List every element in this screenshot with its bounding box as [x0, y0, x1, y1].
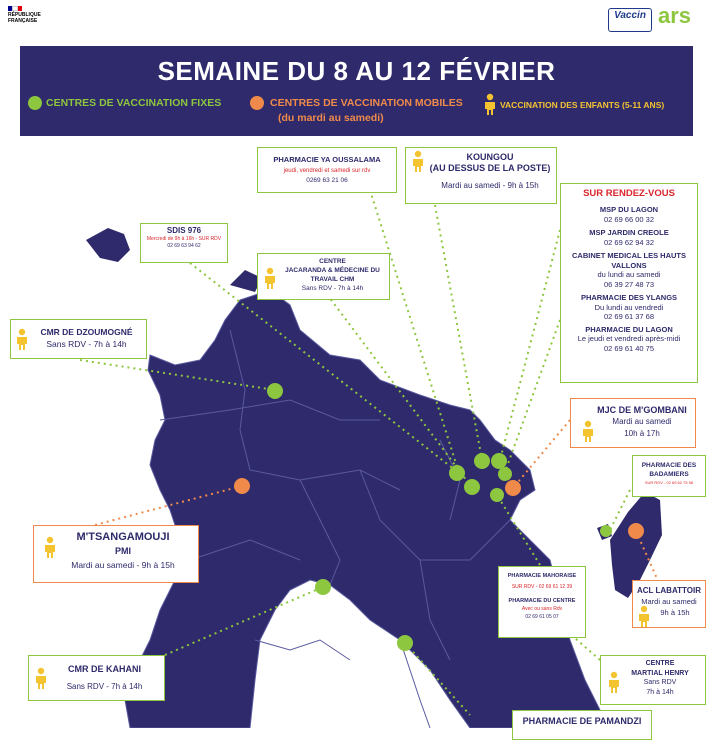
badamiers-note: SUR RDV - 02 69 62 75 58 — [644, 480, 694, 485]
mahoraise-note: SUR RDV - 02 69 61 12 39 — [511, 584, 573, 590]
legend-mobile-sub: (du mardi au samedi) — [278, 112, 384, 124]
ya-oussalama-phone: 0269 63 21 06 — [306, 177, 348, 184]
dot-centre — [464, 479, 480, 495]
grande-terre-island — [125, 290, 610, 728]
mtsangamouji-name: M'TSANGAMOUJI — [76, 531, 170, 543]
child-icon-koungou — [410, 150, 426, 172]
legend-mobile-label: CENTRES DE VACCINATION MOBILES — [270, 97, 463, 109]
jacaranda-line2: JACARANDA & MÉDECINE DU TRAVAIL CHM — [285, 267, 380, 283]
labattoir-days: Mardi au samedi — [641, 597, 697, 606]
child-icon-martial-henry — [606, 671, 622, 693]
child-icon-dzoumogne — [14, 328, 30, 350]
martial-henry-line1: CENTRE — [645, 660, 675, 667]
centre-note: Avec ou sans Rdv — [521, 606, 563, 612]
sdis-phone: 02 69 63 94 62 — [167, 243, 201, 249]
dot-mtsangamouji — [234, 478, 250, 494]
dot-mgombani — [505, 480, 521, 496]
rdv-ylangs-hours: Du lundi au vendredi — [594, 302, 664, 312]
child-icon-mgombani — [580, 420, 596, 442]
mahoraise-name: PHARMACIE MAHORAISE — [507, 573, 577, 579]
rdv-cabinet-phone: 06 39 27 48 73 — [603, 279, 655, 289]
box-sdis — [140, 223, 228, 263]
box-cmr-dzoumogne — [10, 319, 147, 359]
dot-koungou — [474, 453, 490, 469]
martial-henry-hours2: 7h à 14h — [646, 688, 674, 696]
pamandzi-name: PHARMACIE DE PAMANDZI — [522, 716, 642, 726]
ya-oussalama-hours: jeudi, vendredi et samedi sur rdv — [283, 168, 371, 174]
dot-badamiers — [600, 525, 612, 537]
dot-rdv-2 — [498, 467, 512, 481]
jacaranda-hours: Sans RDV - 7h à 14h — [301, 285, 364, 292]
dot-kahani — [315, 579, 331, 595]
child-icon-labattoir — [636, 605, 652, 627]
box-sur-rendez-vous — [560, 183, 698, 383]
mgombani-hours: 10h à 17h — [624, 429, 660, 438]
ya-oussalama-name: PHARMACIE YA OUSSALAMA — [273, 155, 381, 164]
labattoir-name: ACL LABATTOIR — [637, 586, 701, 595]
mgombani-name: MJC DE M'GOMBANI — [597, 405, 687, 415]
rdv-msp-lagon-phone: 02 69 66 00 32 — [603, 214, 655, 224]
rdv-title: SUR RENDEZ-VOUS — [583, 188, 675, 199]
box-koungou — [405, 147, 557, 204]
box-badamiers — [632, 455, 706, 497]
dzoumogne-name: CMR DE DZOUMOGNÉ — [40, 327, 133, 337]
ars-label: ars — [658, 3, 692, 28]
jacaranda-line1: CENTRE — [319, 258, 346, 265]
vaccin-label: Vaccin — [614, 10, 646, 21]
rdv-lagon: PHARMACIE DU LAGON — [585, 324, 673, 334]
rdv-msp-lagon: MSP DU LAGON — [599, 205, 659, 214]
child-icon-jacaranda — [262, 267, 278, 289]
rdv-ylangs-phone: 02 69 61 37 68 — [603, 312, 655, 321]
dot-rdv-1 — [491, 453, 507, 469]
martial-henry-hours1: Sans RDV — [643, 679, 677, 686]
centre-phone: 02 69 61 05 07 — [525, 614, 559, 620]
mtsamboro-islet — [86, 228, 130, 262]
dot-dzoumogne — [267, 383, 283, 399]
sdis-name: SDIS 976 — [166, 226, 202, 235]
rdv-msp-jardin-phone: 02 69 62 94 32 — [603, 237, 655, 247]
koungou-sub: (AU DESSUS DE LA POSTE) — [429, 163, 551, 173]
rdv-cabinet-hours: du lundi au samedi — [597, 270, 661, 279]
dot-mahoraise — [490, 488, 504, 502]
dot-martial-henry — [397, 635, 413, 651]
kahani-name: CMR DE KAHANI — [68, 664, 141, 674]
box-mahoraise-centre — [498, 566, 586, 638]
rdv-msp-jardin: MSP JARDIN CREOLE — [589, 228, 669, 237]
mtsangamouji-hours: Mardi au samedi - 9h à 15h — [71, 560, 175, 570]
mgombani-days: Mardi au samedi — [612, 417, 672, 426]
kahani-hours: Sans RDV - 7h à 14h — [66, 682, 143, 691]
rdv-cabinet: CABINET MEDICAL LES HAUTS VALLONS — [571, 251, 687, 270]
dzoumogne-hours: Sans RDV - 7h à 14h — [46, 339, 127, 349]
rdv-ylangs: PHARMACIE DES YLANGS — [580, 293, 678, 302]
dot-jacaranda — [449, 465, 465, 481]
child-icon-mtsangamouji — [42, 536, 58, 558]
box-ya-oussalama — [257, 147, 397, 193]
rdv-lagon-hours: Le jeudi et vendredi après-midi — [577, 334, 681, 343]
koungou-hours: Mardi au samedi - 9h à 15h — [441, 181, 539, 190]
page-title: SEMAINE DU 8 AU 12 FÉVRIER — [157, 56, 556, 86]
mtsangamouji-sub: PMI — [114, 546, 131, 556]
martial-henry-line2: MARTIAL HENRY — [631, 669, 689, 677]
sdis-hours: Mercredi de 9h à 16h - SUR RDV — [146, 236, 222, 242]
child-icon-kahani — [33, 667, 49, 689]
centre-name: PHARMACIE DU CENTRE — [508, 598, 576, 604]
rdv-lagon-phone: 02 69 61 40 75 — [603, 343, 655, 353]
legend-children-label: VACCINATION DES ENFANTS (5-11 ANS) — [500, 100, 665, 110]
koungou-name: KOUNGOU — [466, 152, 514, 162]
republique-label: RÉPUBLIQUE FRANÇAISE — [8, 12, 41, 24]
labattoir-hours: 9h à 15h — [660, 608, 690, 617]
badamiers-name: PHARMACIE DES BADAMIERS — [641, 462, 697, 478]
dot-labattoir — [628, 523, 644, 539]
box-pamandzi — [512, 710, 652, 740]
legend-fixed-label: CENTRES DE VACCINATION FIXES — [46, 97, 222, 109]
